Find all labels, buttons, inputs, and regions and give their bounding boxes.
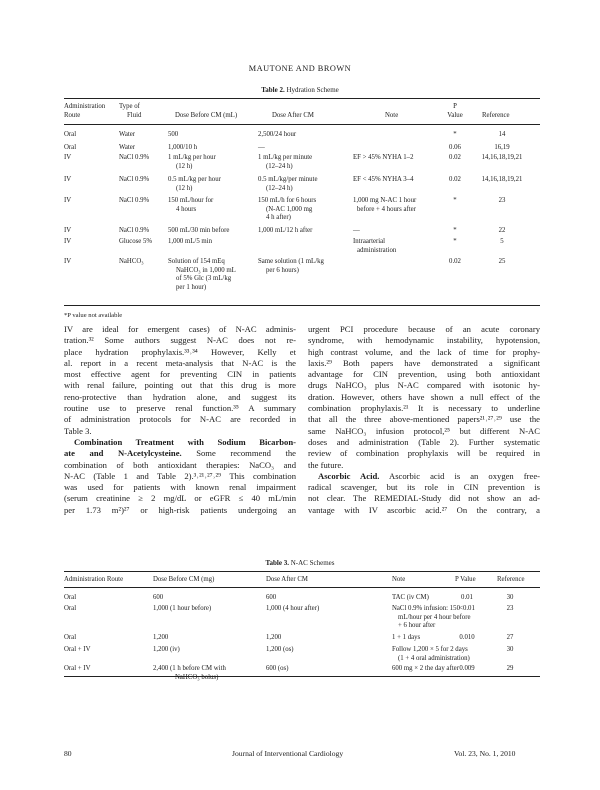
table3-top-rule (64, 571, 540, 572)
t2-cell-p: 0.06 (449, 144, 461, 151)
t3-cell-ref: 30 (506, 646, 514, 653)
t2-cell-note: administration (357, 246, 397, 254)
t2-cell-after: 0.5 mL/kg/per minute (258, 176, 318, 183)
t3-cell-ref: 27 (506, 634, 514, 641)
t3-cell-p: <0.01 (459, 605, 475, 612)
body-text: (serum creatinine ≥ 2 mg/dL or eGFR ≤ 40 mL/min (64, 493, 296, 504)
t3-cell-before: 1,000 (1 hour before) (153, 605, 212, 612)
t3-cell-after: 600 (266, 594, 277, 601)
body-text: of administration protocols for N-AC are recorded in (64, 414, 296, 425)
body-text: most effective agent for preventing CIN in patients (64, 369, 296, 380)
t2-cell-p: 0.02 (449, 154, 461, 161)
body-line (64, 460, 296, 471)
t2-cell-before: 500 (168, 131, 179, 138)
t3-cell-ref: 30 (506, 594, 514, 601)
section-heading: Ascorbic Acid. (318, 470, 380, 481)
t2-cell-before: of 5% Glc (3 mL/kg (176, 275, 232, 283)
body-text: Table 3. (64, 425, 92, 436)
t2-cell-p: * (453, 197, 457, 204)
table3-label: Table 3. (265, 559, 289, 567)
t2-cell-before: (12 h) (176, 162, 193, 170)
t2-head-p-1: P (453, 103, 457, 110)
t2-cell-ref: 14,16,18,19,21 (481, 176, 523, 183)
body-text: tration.³² Some authors suggest N-AC does not re- (64, 335, 296, 346)
t3-cell-ref: 23 (506, 605, 514, 612)
t3-cell-note: (1 + 4 oral administration) (398, 654, 470, 662)
t2-cell-p: 0.02 (449, 176, 461, 183)
t2-cell-after: (12–24 h) (266, 162, 293, 170)
t3-cell-route: Oral (64, 594, 77, 601)
t2-cell-p: * (453, 238, 457, 245)
body-line (308, 460, 540, 471)
t2-cell-before: 500 mL/30 min before (168, 227, 230, 234)
body-text: same NaHCO₃ infusion protocol,²⁵ but different N-AC (308, 425, 540, 436)
t2-cell-before: 1,000/10 h (168, 144, 198, 151)
body-line (64, 369, 296, 380)
t2-cell-after: (N-AC 1,000 mg (266, 205, 313, 213)
body-text: advantage for CIN prevention, using both antioxidant (308, 369, 540, 380)
body-text: place hydration prophylaxis.³³˒³⁴ However, Kelly et (64, 346, 296, 357)
t2-cell-fluid: NaCl 0.9% (119, 227, 150, 234)
t2-cell-before: 1 mL/kg per hour (168, 154, 216, 161)
t2-head-before: Dose Before CM (mL) (175, 112, 238, 119)
body-line (308, 358, 540, 369)
t2-cell-route: Oral (64, 144, 77, 151)
t2-cell-after: 150 mL/h for 6 hours (258, 197, 317, 204)
t3-cell-note: 600 mg × 2 the day after (392, 665, 459, 672)
t2-cell-fluid: Glucose 5% (119, 238, 153, 245)
t3-cell-note: + 6 hour after (398, 622, 436, 630)
body-line (308, 324, 540, 335)
t3-cell-before: NaHCO₃ bolus) (175, 673, 219, 681)
t3-cell-route: Oral + IV (64, 665, 91, 672)
table2-title: Hydration Scheme (286, 86, 339, 94)
body-text: that all the three above-mentioned papers²¹˒²⁷˒²⁹ use the (308, 414, 540, 425)
t2-cell-note: before + 4 hours after (357, 205, 416, 213)
body-line (64, 448, 296, 459)
body-text: al. report in a recent meta-analysis that N-AC is the (64, 357, 296, 368)
body-text: drugs NaHCO₃ plus N-AC compared with isotonic hy- (308, 380, 540, 391)
t2-cell-route: IV (64, 176, 72, 183)
body-line (308, 482, 540, 493)
body-text: per 1.73 m²)²⁷ or high-risk patients undergoing an (64, 504, 296, 515)
t3-head-p: P Value (455, 576, 476, 583)
t3-head-before: Dose Before CM (mg) (153, 576, 215, 583)
body-line (308, 471, 540, 482)
t2-cell-ref: 22 (498, 227, 506, 234)
body-text: dration. However, others have shown a null effect of the (308, 391, 540, 402)
t2-cell-ref: 5 (500, 238, 504, 245)
t2-cell-before: Solution of 154 mEq (168, 258, 225, 265)
t2-cell-after: — (258, 144, 265, 151)
body-line (308, 448, 540, 459)
t2-cell-route: IV (64, 197, 72, 204)
section-heading: Combination Treatment with Sodium Bicarbon- (74, 436, 296, 447)
t3-cell-route: Oral (64, 634, 77, 641)
body-line (64, 471, 296, 482)
t3-cell-note: NaCl 0.9% infusion: 150 (392, 605, 460, 612)
body-line (64, 347, 296, 358)
table2-header-rule (64, 124, 540, 125)
t2-cell-fluid: NaCl 0.9% (119, 197, 150, 204)
table2-bottom-rule (64, 305, 540, 306)
t3-cell-before: 2,400 (1 h before CM with (153, 665, 226, 672)
t2-cell-note: EF < 45% NYHA 3–4 (353, 176, 414, 183)
body-line (64, 403, 296, 414)
t2-cell-fluid: Water (119, 144, 136, 151)
t2-cell-before: 1,000 mL/5 min (168, 238, 212, 245)
body-line (308, 403, 540, 414)
t2-cell-fluid: NaHCO₃ (119, 258, 144, 265)
t3-cell-note: 1 + 1 days (392, 634, 421, 641)
t2-cell-fluid: NaCl 0.9% (119, 176, 150, 183)
body-text: the future. (308, 459, 344, 470)
t2-cell-note: — (353, 227, 360, 234)
t3-cell-ref: 29 (506, 665, 514, 672)
t3-head-after: Dose After CM (266, 576, 308, 583)
t2-cell-fluid: Water (119, 131, 136, 138)
t3-cell-p: 0.009 (459, 665, 475, 672)
t3-cell-after: 1,200 (os) (266, 646, 294, 653)
body-text: radical scavenger, but its role in CIN prevention is (308, 482, 540, 493)
running-head: MAUTONE AND BROWN (248, 64, 352, 73)
t2-cell-ref: 25 (498, 258, 506, 265)
t2-cell-route: IV (64, 227, 72, 234)
t2-head-after: Dose After CM (272, 112, 314, 119)
t2-cell-before: (12 h) (176, 184, 193, 192)
t3-cell-route: Oral + IV (64, 646, 91, 653)
t3-cell-note: Follow 1,200 × 5 for 2 days (392, 646, 468, 653)
t2-cell-fluid: NaCl 0.9% (119, 154, 150, 161)
body-line (308, 505, 540, 516)
t2-cell-route: Oral (64, 131, 77, 138)
body-line (308, 369, 540, 380)
t2-cell-ref: 14,16,18,19,21 (481, 154, 523, 161)
table2-label: Table 2. (261, 86, 285, 94)
body-text: doses and administration (Table 2). Further systematic (308, 436, 540, 447)
t3-cell-p: 0.010 (459, 634, 475, 641)
body-text: combination prophylaxis.²¹ It is necessary to underline (308, 403, 540, 414)
t2-cell-ref: 14 (498, 131, 506, 138)
t3-cell-route: Oral (64, 605, 77, 612)
t2-cell-after: 1 mL/kg per minute (258, 154, 313, 161)
t2-cell-after: (12–24 h) (266, 184, 293, 192)
t2-head-route-1: Administration (64, 103, 106, 110)
body-text: Ascorbic acid is an oxygen free- (379, 470, 540, 481)
body-line (308, 426, 540, 437)
body-line (64, 426, 296, 437)
table2-caption (0, 86, 600, 94)
t2-cell-route: IV (64, 154, 72, 161)
t2-head-fluid-1: Type of (119, 103, 140, 110)
body-text: routine use to preserve renal function.³⁵ A summary (64, 403, 296, 414)
t2-cell-before: 150 mL/hour for (168, 197, 214, 204)
t2-cell-route: IV (64, 238, 72, 245)
t2-head-note: Note (385, 112, 399, 119)
table3-bottom-rule (64, 676, 540, 677)
body-line (308, 347, 540, 358)
body-text: Some recommend the (181, 448, 296, 459)
t2-cell-after: 2,500/24 hour (258, 131, 297, 138)
t3-cell-after: 1,000 (4 hour after) (266, 605, 320, 612)
t2-cell-after: 4 h after) (266, 214, 291, 222)
t3-head-note: Note (392, 576, 406, 583)
t2-head-ref: Reference (482, 112, 510, 119)
body-text: IV are ideal for emergent cases) of N-AC adminis- (64, 324, 296, 334)
body-line (64, 358, 296, 369)
t2-cell-p: 0.02 (449, 258, 461, 265)
t2-cell-before: 4 hours (176, 205, 197, 213)
t2-head-route-2: Route (64, 112, 81, 119)
body-text: with renal failure, pointing out that this drug is more (64, 380, 296, 391)
body-text: was used for patients with known renal impairment (64, 482, 296, 493)
body-text: reno-protective than hydration alone, and suggest its (64, 391, 296, 402)
t3-cell-before: 1,200 (153, 634, 169, 641)
t2-head-p-2: Value (447, 112, 463, 119)
t2-cell-after: Same solution (1 mL/kg (258, 258, 324, 265)
body-line (64, 414, 296, 425)
body-text: laxis.²⁹ Both papers have demonstrated a significant (308, 357, 540, 368)
t3-cell-note: mL/hour per 4 hour before (398, 613, 471, 621)
body-line (64, 324, 296, 335)
body-line (308, 392, 540, 403)
t2-cell-p: * (453, 131, 457, 138)
t3-head-ref: Reference (497, 576, 525, 583)
t2-cell-ref: 16,19 (494, 144, 510, 151)
t3-cell-note: TAC (iv CM) (392, 594, 429, 601)
table3-caption (0, 559, 600, 567)
t2-cell-before: 0.5 mL/kg per hour (168, 176, 221, 183)
body-line (64, 392, 296, 403)
t2-cell-route: IV (64, 258, 72, 265)
body-line (308, 437, 540, 448)
body-text: review of combination prophylaxis will be required in (308, 448, 540, 459)
t2-cell-after: 1,000 mL/12 h after (258, 227, 313, 234)
table2-footnote: *P value not available (64, 312, 123, 319)
body-text: urgent PCI procedure because of an acute coronary (308, 324, 540, 334)
body-line (64, 437, 296, 448)
body-line (308, 414, 540, 425)
body-text: syndrome, with hemodynamic instability, hypotension, (308, 335, 540, 346)
t2-cell-after: per 6 hours) (266, 266, 299, 274)
body-line (64, 505, 296, 516)
t2-cell-before: per 1 hour) (176, 283, 207, 291)
table2-top-rule (64, 98, 540, 99)
t2-cell-before: NaHCO₃ in 1,000 mL (176, 266, 236, 274)
t3-head-route: Administration Route (64, 576, 124, 583)
body-line (308, 335, 540, 346)
t2-cell-note: 1,000 mg N-AC 1 hour (353, 197, 417, 204)
t2-cell-ref: 23 (498, 197, 506, 204)
t3-cell-after: 600 (os) (266, 665, 289, 672)
table3-header-rule (64, 587, 540, 588)
section-heading: ate and N-Acetylcysteine. (64, 448, 182, 459)
t3-cell-p: 0.01 (461, 594, 473, 601)
t3-cell-after: 1,200 (266, 634, 282, 641)
t3-cell-before: 1,200 (iv) (153, 646, 180, 653)
t2-cell-note: EF > 45% NYHA 1–2 (353, 154, 414, 161)
body-line (64, 493, 296, 504)
page-number: 80 (64, 749, 72, 758)
t3-cell-before: 600 (153, 594, 164, 601)
body-column-left (64, 324, 296, 516)
body-line (64, 482, 296, 493)
t2-cell-note: Intraarterial (353, 238, 386, 245)
body-line (64, 335, 296, 346)
body-text: high contrast volume, and the lack of time for prophy- (308, 346, 540, 357)
body-line (308, 380, 540, 391)
body-text: vantage with IV ascorbic acid.²⁷ On the contrary, a (308, 504, 540, 515)
body-column-right (308, 324, 540, 516)
body-line (308, 493, 540, 504)
body-text: combination of both antioxidant therapies: NaCO₃ and (64, 459, 296, 470)
journal-name: Journal of Interventional Cardiology (232, 749, 344, 758)
body-text: not clear. The REMEDIAL-Study did not show an ad- (308, 493, 540, 504)
body-line (64, 380, 296, 391)
t2-cell-p: * (453, 227, 457, 234)
t2-head-fluid-2: Fluid (127, 112, 142, 119)
table3-title: N-AC Schemes (290, 559, 335, 567)
body-text: N-AC (Table 1 and Table 2).³˒²¹˒²⁷˒²⁹ This combination (64, 470, 296, 481)
volume-info: Vol. 23, No. 1, 2010 (454, 749, 516, 758)
